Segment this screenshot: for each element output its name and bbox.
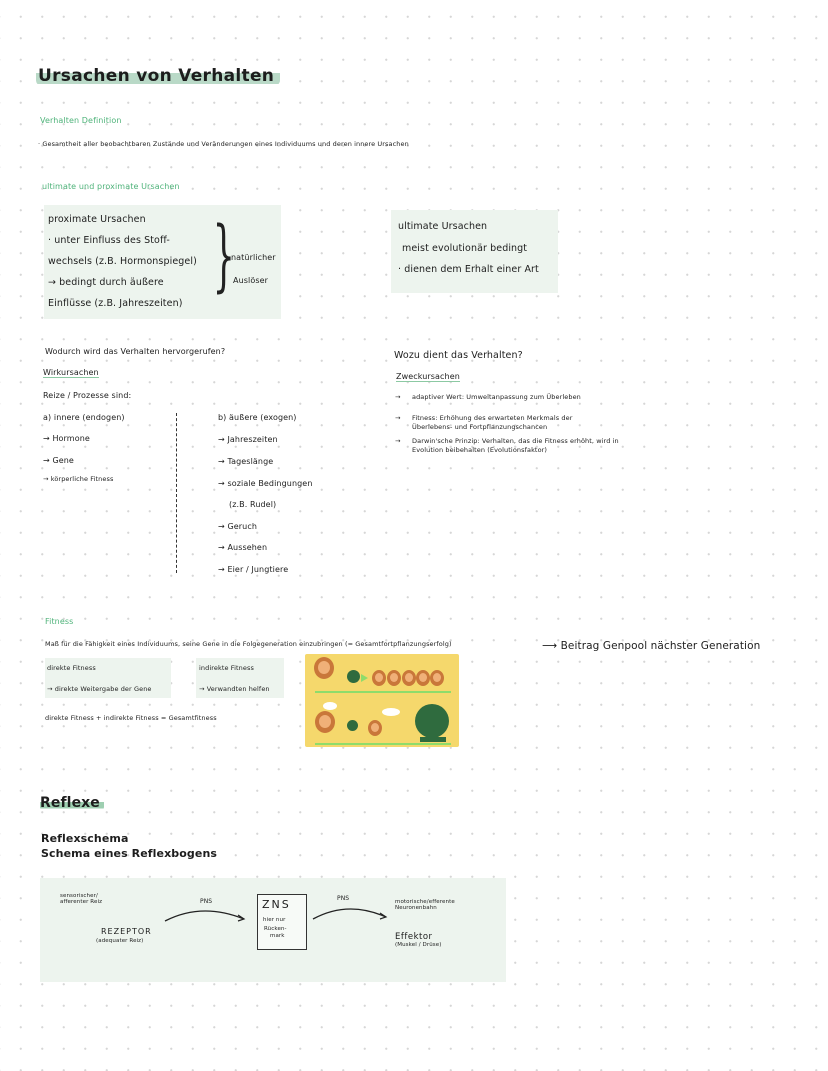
reflexschema-subtitle: Schema eines Reflexbogens bbox=[41, 847, 218, 860]
speech-bubble-icon bbox=[323, 702, 337, 710]
fitness-sum: direkte Fitness + indirekte Fitness = Gesamtfitness bbox=[45, 714, 217, 722]
outer-item-note: (z.B. Rudel) bbox=[229, 500, 277, 509]
effector-label: Effektor bbox=[395, 932, 433, 942]
definition-text: · Gesamtheit aller beobachtbaren Zustände und Veränderungen eines Individuums und deren innere Ursachen bbox=[38, 140, 409, 148]
zns-note: hier nur bbox=[263, 917, 286, 923]
outer-title: b) äußere (exogen) bbox=[218, 413, 297, 422]
column-divider bbox=[176, 413, 177, 573]
motor-label-line: Neuronenbahn bbox=[395, 905, 437, 911]
pns-label: PNS bbox=[200, 898, 213, 905]
direct-fitness-text: → direkte Weitergabe der Gene bbox=[47, 685, 152, 693]
receptor-note: (adequater Reiz) bbox=[96, 938, 144, 944]
outer-item: → Tageslänge bbox=[218, 457, 274, 466]
proximate-title: proximate Ursachen bbox=[48, 214, 146, 225]
proximate-line: Einflüsse (z.B. Jahreszeiten) bbox=[48, 298, 183, 309]
zweckursachen-question: Wozu dient das Verhalten? bbox=[394, 350, 523, 361]
pns-label: PNS bbox=[337, 895, 350, 902]
reflex-diagram bbox=[40, 878, 506, 982]
curly-brace-icon: } bbox=[212, 211, 235, 301]
arrow-right-icon bbox=[162, 902, 248, 924]
indirect-fitness-box bbox=[196, 658, 284, 698]
fitness-arrow-note: ⟶ Beitrag Genpool nächster Generation bbox=[542, 640, 761, 652]
inner-item: → Gene bbox=[43, 456, 74, 465]
proximate-line: → bedingt durch äußere bbox=[48, 277, 164, 288]
cub-icon bbox=[402, 670, 416, 686]
zweckursachen-heading: Zweckursachen bbox=[396, 372, 460, 381]
proximate-causes-box bbox=[44, 205, 281, 319]
zweck-item: Fitness: Erhöhung des erwarteten Merkmals der Überlebens- und Fortpflanzungschancen bbox=[412, 414, 573, 431]
brace-label: natürlicher bbox=[231, 253, 276, 262]
ultimate-title: ultimate Ursachen bbox=[398, 221, 488, 232]
arrow-icon: → bbox=[395, 414, 401, 422]
cub-icon bbox=[368, 720, 382, 736]
cub-icon bbox=[387, 670, 401, 686]
stimulus-label-line: sensorischer/ bbox=[60, 893, 98, 899]
indirect-fitness-title: indirekte Fitness bbox=[199, 664, 254, 672]
ultimate-causes-box bbox=[391, 210, 558, 293]
zweck-item: Darwin'sche Prinzip: Verhalten, das die Fitness erhöht, wird in Evolution beibehalten (Evolutionsfaktor) bbox=[412, 437, 619, 454]
arrow-right-icon bbox=[310, 900, 390, 922]
indirect-fitness-text: → Verwandten helfen bbox=[199, 685, 270, 693]
outer-item: → Jahreszeiten bbox=[218, 435, 278, 444]
inner-item: → Hormone bbox=[43, 434, 90, 443]
cub-icon bbox=[430, 670, 444, 686]
definition-heading: Verhalten Definition bbox=[40, 116, 122, 125]
arrow-icon bbox=[361, 674, 368, 682]
outer-item: → Aussehen bbox=[218, 543, 268, 552]
direct-fitness-title: direkte Fitness bbox=[47, 664, 96, 672]
causes-heading: ultimate und proximate Ursachen bbox=[42, 182, 180, 191]
motor-label-line: motorische/efferente bbox=[395, 899, 455, 905]
zns-note: Rücken- bbox=[264, 926, 287, 932]
arrow-icon: → bbox=[395, 393, 401, 401]
cub-icon bbox=[372, 670, 386, 686]
page-title: Ursachen von Verhalten bbox=[36, 66, 280, 86]
zns-title: ZNS bbox=[262, 898, 291, 911]
dna-icon bbox=[347, 670, 360, 683]
fitness-illustration bbox=[305, 654, 459, 747]
direct-fitness-box bbox=[45, 658, 171, 698]
cub-icon bbox=[416, 670, 430, 686]
proximate-line: wechsels (z.B. Hormonspiegel) bbox=[48, 256, 197, 267]
proximate-line: · unter Einfluss des Stoff- bbox=[48, 235, 170, 246]
lion-icon bbox=[315, 711, 335, 733]
lion-icon bbox=[314, 657, 334, 679]
fitness-heading: Fitness bbox=[45, 617, 74, 626]
wirkursachen-heading: Wirkursachen bbox=[43, 368, 99, 377]
brace-label: Auslöser bbox=[233, 276, 269, 285]
zns-box bbox=[257, 894, 307, 950]
zweck-item: adaptiver Wert: Umweltanpassung zum Überleben bbox=[412, 393, 581, 401]
ultimate-line: · dienen dem Erhalt einer Art bbox=[398, 264, 539, 275]
outer-item: → Eier / Jungtiere bbox=[218, 565, 289, 574]
dna-icon bbox=[347, 720, 358, 731]
outer-item: → Geruch bbox=[218, 522, 257, 531]
stimulus-label-line: afferenter Reiz bbox=[60, 899, 103, 905]
reflexschema-title: Reflexschema bbox=[41, 832, 129, 845]
arrow-icon: → bbox=[395, 437, 401, 445]
wirkursachen-question: Wodurch wird das Verhalten hervorgerufen? bbox=[45, 347, 226, 356]
ultimate-line: meist evolutionär bedingt bbox=[402, 243, 528, 254]
outer-item: → soziale Bedingungen bbox=[218, 479, 313, 488]
effector-note: (Muskel / Drüse) bbox=[395, 942, 442, 948]
stimulus-label bbox=[60, 893, 102, 905]
wirkursachen-intro: Reize / Prozesse sind: bbox=[43, 391, 132, 400]
inner-item: → körperliche Fitness bbox=[43, 475, 114, 483]
motor-label bbox=[395, 899, 455, 911]
receptor-label: REZEPTOR bbox=[101, 927, 152, 936]
genpool-icon bbox=[415, 704, 449, 738]
inner-title: a) innere (endogen) bbox=[43, 413, 125, 422]
reflexe-title: Reflexe bbox=[40, 795, 104, 811]
speech-bubble-icon bbox=[382, 708, 400, 716]
zns-note: mark bbox=[270, 933, 285, 939]
fitness-definition: Maß für die Fähigkeit eines Individuums, seine Gene in die Folgegeneration einzubringen (= Gesamtfortpflanzungserfolg) bbox=[45, 640, 452, 648]
